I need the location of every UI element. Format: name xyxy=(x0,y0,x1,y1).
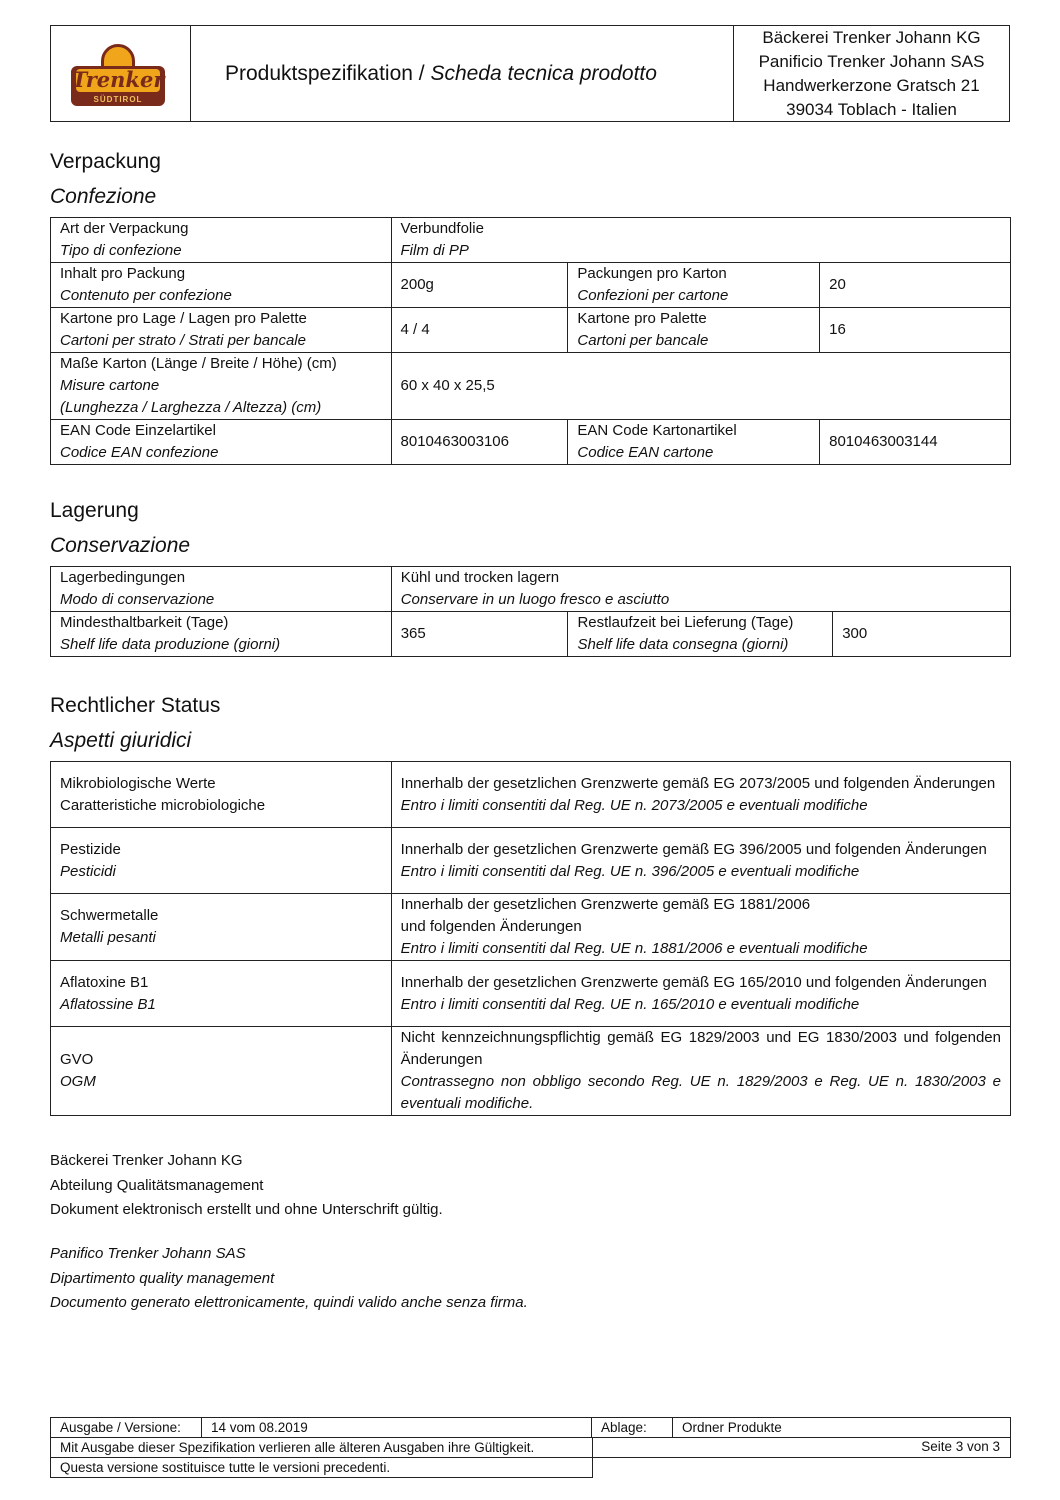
section-heading-de: Rechtlicher Status xyxy=(50,694,221,717)
logo-cell xyxy=(51,26,191,121)
footer-row-version xyxy=(50,1417,1011,1438)
document-title xyxy=(191,26,734,121)
table-row xyxy=(51,1027,1011,1116)
trenker-logo xyxy=(69,40,169,108)
ablage-label: Ablage: xyxy=(591,1417,673,1438)
row-value: 4 / 4 xyxy=(391,308,568,353)
version-value: 14 vom 08.2019 xyxy=(201,1417,592,1438)
table-row xyxy=(51,612,1011,657)
legal-table xyxy=(50,761,1011,1116)
row-value: Innerhalb der gesetzlichen Grenzwerte gemäß EG 1881/2006 und folgenden Änderungen Entro i limiti consentiti dal Reg. UE n. 1881/2006 e eventuali modifiche xyxy=(391,894,1010,961)
row-label: Kartone pro Lage / Lagen pro Palette Cartoni per strato / Strati per bancale xyxy=(51,308,392,353)
row-label: GVO OGM xyxy=(51,1027,392,1116)
row-label: Kartone pro Palette Cartoni per bancale xyxy=(568,308,820,353)
table-row xyxy=(51,894,1011,961)
table-row xyxy=(51,762,1011,828)
row-value: 60 x 40 x 25,5 xyxy=(391,353,1010,420)
row-label: Schwermetalle Metalli pesanti xyxy=(51,894,392,961)
row-label: EAN Code Kartonartikel Codice EAN cartone xyxy=(568,420,820,465)
closing-text-de: Bäckerei Trenker Johann KG Abteilung Qualitätsmanagement Dokument elektronisch erstellt und ohne Unterschrift gültig. xyxy=(50,1152,443,1218)
company-line: 39034 Toblach - Italien xyxy=(786,99,957,119)
table-row xyxy=(51,353,1011,420)
row-value: Innerhalb der gesetzlichen Grenzwerte gemäß EG 396/2005 und folgenden Änderungen Entro i limiti consentiti dal Reg. UE n. 396/2005 e eventuali modifiche xyxy=(391,828,1010,894)
document-header xyxy=(50,25,1010,122)
page-number: Seite 3 von 3 xyxy=(593,1437,1011,1458)
row-label: EAN Code Einzelartikel Codice EAN confezione xyxy=(51,420,392,465)
row-value: 8010463003106 xyxy=(391,420,568,465)
footer-row-note-de xyxy=(50,1437,1011,1458)
table-row xyxy=(51,218,1011,263)
row-label: Mindesthaltbarkeit (Tage) Shelf life data produzione (giorni) xyxy=(51,612,392,657)
version-label: Ausgabe / Versione: xyxy=(50,1417,202,1438)
closing-text-it: Panifico Trenker Johann SAS Dipartimento quality management Documento generato elettronicamente, quindi valido anche senza firma. xyxy=(50,1245,528,1311)
title-it: Scheda tecnica prodotto xyxy=(430,61,657,85)
row-value: 20 xyxy=(820,263,1011,308)
row-value: 8010463003144 xyxy=(820,420,1011,465)
section-heading-it: Confezione xyxy=(50,185,157,208)
packaging-table xyxy=(50,217,1011,465)
note-de: Mit Ausgabe dieser Spezifikation verlieren alle älteren Ausgaben ihre Gültigkeit. xyxy=(50,1437,593,1458)
row-value: 16 xyxy=(820,308,1011,353)
section-heading-it: Aspetti giuridici xyxy=(50,729,192,752)
row-label: Pestizide Pesticidi xyxy=(51,828,392,894)
row-value: Innerhalb der gesetzlichen Grenzwerte gemäß EG 2073/2005 und folgenden Änderungen Entro i limiti consentiti dal Reg. UE n. 2073/2005 e eventuali modifiche xyxy=(391,762,1010,828)
table-row xyxy=(51,263,1011,308)
storage-table xyxy=(50,566,1011,657)
footer-row-note-it xyxy=(50,1457,593,1478)
ablage-value: Ordner Produkte xyxy=(672,1417,1011,1438)
row-label: Restlaufzeit bei Lieferung (Tage) Shelf life data consegna (giorni) xyxy=(568,612,833,657)
row-label: Art der Verpackung Tipo di confezione xyxy=(51,218,392,263)
row-value: Nicht kennzeichnungspflichtig gemäß EG 1829/2003 und EG 1830/2003 und folgenden Änderungen Contrassegno non obbligo secondo Reg. UE n. 1829/2003 e Reg. UE n. 1830/2003 e eventuali modifiche. xyxy=(391,1027,1010,1116)
row-value: Kühl und trocken lagern Conservare in un luogo fresco e asciutto xyxy=(391,567,1010,612)
note-it: Questa versione sostituisce tutte le versioni precedenti. xyxy=(50,1457,593,1478)
row-value: 200g xyxy=(391,263,568,308)
company-line: Panificio Trenker Johann SAS xyxy=(758,51,985,71)
logo-text: Trenker xyxy=(71,67,165,92)
table-row xyxy=(51,828,1011,894)
company-line: Bäckerei Trenker Johann KG xyxy=(762,27,981,47)
row-value: Innerhalb der gesetzlichen Grenzwerte gemäß EG 165/2010 und folgenden Änderungen Entro i limiti consentiti dal Reg. UE n. 165/2010 e eventuali modifiche xyxy=(391,961,1010,1027)
row-label: Maße Karton (Länge / Breite / Höhe) (cm) Misure cartone (Lunghezza / Larghezza / Altezza) (cm) xyxy=(51,353,392,420)
section-heading-de: Verpackung xyxy=(50,150,161,173)
company-address xyxy=(734,26,1009,121)
row-value: 300 xyxy=(833,612,1011,657)
table-row xyxy=(51,308,1011,353)
row-label: Inhalt pro Packung Contenuto per confezione xyxy=(51,263,392,308)
table-row xyxy=(51,567,1011,612)
section-heading-de: Lagerung xyxy=(50,499,139,522)
row-label: Aflatoxine B1 Aflatossine B1 xyxy=(51,961,392,1027)
row-label: Mikrobiologische Werte Caratteristiche microbiologiche xyxy=(51,762,392,828)
section-heading-it: Conservazione xyxy=(50,534,191,557)
logo-subtext: SÜDTIROL xyxy=(93,95,143,104)
table-row xyxy=(51,961,1011,1027)
row-value: 365 xyxy=(391,612,568,657)
row-label: Packungen pro Karton Confezioni per cartone xyxy=(568,263,820,308)
title-de: Produktspezifikation / xyxy=(225,61,431,85)
row-label: Lagerbedingungen Modo di conservazione xyxy=(51,567,392,612)
row-value: Verbundfolie Film di PP xyxy=(391,218,1010,263)
table-row xyxy=(51,420,1011,465)
company-line: Handwerkerzone Gratsch 21 xyxy=(763,75,980,95)
